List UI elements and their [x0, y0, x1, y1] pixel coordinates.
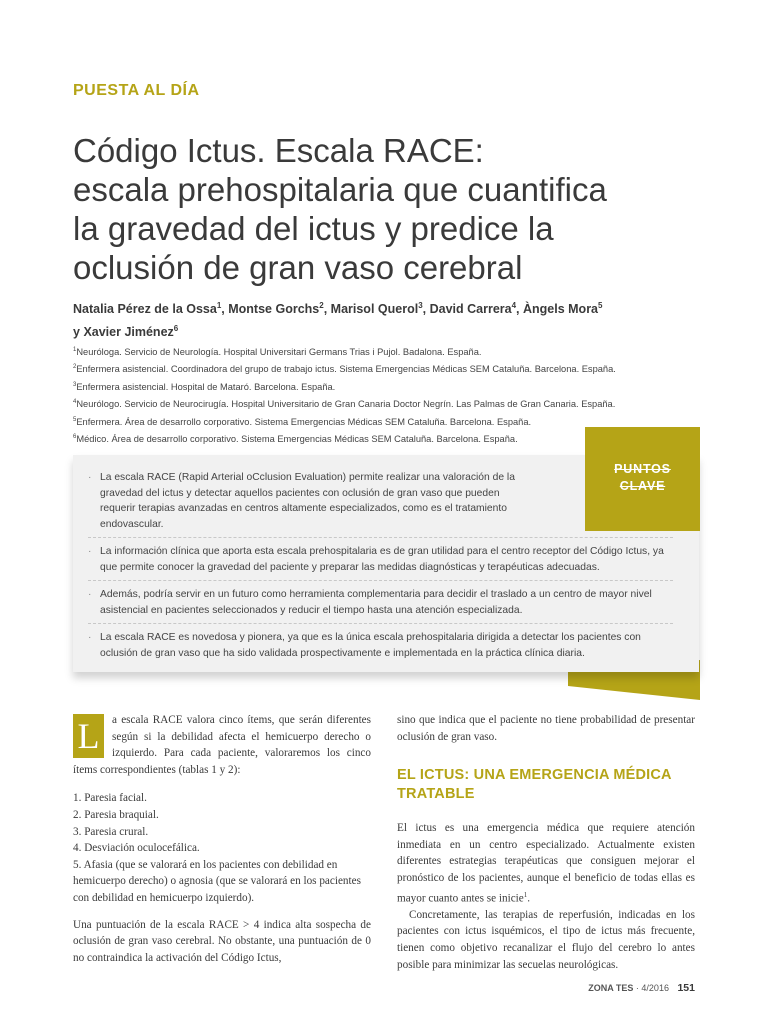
affiliation-text: Neurólogo. Servicio de Neurocirugía. Hospital Universitario de Gran Canaria Doctor Negrín. Las Palmas de Gran Canaria. España.	[76, 399, 616, 410]
affiliation-ref: 6	[73, 433, 77, 440]
title-line: escala prehospitalaria que cuantifica	[73, 171, 607, 208]
key-point	[88, 587, 673, 618]
key-points-label	[585, 461, 700, 495]
affiliation-ref: 5	[73, 416, 77, 423]
author-ref: 5	[598, 301, 603, 310]
issue-number: 4/2016	[641, 983, 669, 993]
page-number: 151	[677, 982, 695, 994]
key-points-label-line: PUNTOS	[614, 462, 671, 476]
key-point-text: La información clínica que aporta esta escala prehospitalaria es de gran utilidad para el centro receptor del Código Ictus, ya que permite conocer la gravedad del paciente y preparar las medidas diagnósticas y terapéuticas adecuadas.	[100, 546, 664, 573]
body-column-left	[73, 712, 371, 966]
footer-separator: ·	[635, 983, 639, 993]
author-name: David Carrera	[429, 302, 512, 317]
section-heading: EL ICTUS: UNA EMERGENCIA MÉDICA TRATABLE	[397, 767, 672, 803]
citation-ref: 1	[523, 890, 528, 899]
title-line: oclusión de gran vaso cerebral	[73, 249, 523, 286]
divider	[88, 623, 673, 624]
key-point	[88, 470, 530, 532]
affiliation	[73, 360, 713, 377]
author-ref: 3	[418, 301, 423, 310]
affiliation-text: Médico. Área de desarrollo corporativo. Sistema Emergencias Médicas SEM Cataluña. Barcelona. España.	[76, 434, 518, 445]
bullet: ·	[88, 546, 92, 557]
title-line: Código Ictus. Escala RACE:	[73, 132, 484, 169]
article-title	[73, 131, 713, 287]
divider	[88, 580, 673, 581]
affiliation-text: Enfermera asistencial. Coordinadora del grupo de trabajo ictus. Sistema Emergencias Médicas SEM Cataluña. Barcelona. España.	[76, 364, 616, 375]
author-ref: 2	[319, 301, 324, 310]
list-item: 2. Paresia braquial.	[73, 808, 159, 821]
body-paragraph: sino que indica que el paciente no tiene probabilidad de presentar oclusión de gran vaso.	[397, 714, 695, 743]
intro-paragraph	[73, 712, 371, 778]
affiliation	[73, 378, 713, 395]
drop-cap: L	[73, 714, 104, 758]
list-item: 4. Desviación oculocefálica.	[73, 842, 200, 855]
affiliation-text: Neuróloga. Servicio de Neurología. Hospital Universitari Germans Trias i Pujol. Badalona. España.	[76, 347, 482, 358]
body-paragraph	[397, 820, 695, 907]
paragraph-text: El ictus es una emergencia médica que requiere atención inmediata en un centro especializado. Actualmente existen diferentes estrategias terapéuticas que consiguen mejorar el pronóstico de los pacientes, aunque el beneficio de todas ellas es mayor cuanto antes se inicie	[397, 822, 695, 905]
author-ref: 1	[216, 301, 222, 310]
key-point	[88, 544, 673, 575]
paragraph-end: .	[527, 892, 531, 905]
divider	[88, 537, 673, 538]
key-point-text: Además, podría servir en un futuro como herramienta complementaria para decidir el traslado a un centro de mayor nivel asistencial en pacientes seleccionados y reducir el tiempo hasta una atención especializada.	[100, 589, 652, 616]
key-point-text: La escala RACE (Rapid Arterial oCclusion Evaluation) permite realizar una valoración de la gravedad del ictus y detectar aquellos pacientes con oclusión de gran vaso que pueden requerir terapias avanzadas en centros altamente especializados, como es el tratamiento endovascular.	[100, 472, 515, 530]
affiliation	[73, 395, 713, 412]
affiliation-ref: 2	[73, 364, 77, 371]
author-name: Natalia Pérez de la Ossa	[73, 302, 217, 317]
author-name: Àngels Mora	[523, 302, 599, 317]
key-point-text: La escala RACE es novedosa y pionera, ya que es la única escala prehospitalaria dirigida a detectar los pacientes con oclusión de gran vaso que ha sido validada prospectivamente e implementada en la práctica clínica diaria.	[100, 632, 641, 659]
list-item: 1. Paresia facial.	[73, 792, 147, 805]
key-points-tab	[585, 427, 700, 531]
section-tag: PUESTA AL DÍA	[73, 82, 200, 99]
key-points-label-line: CLAVE	[619, 479, 666, 493]
author-name: Xavier Jiménez	[83, 325, 174, 340]
race-items-list	[73, 790, 371, 906]
author-ref: 4	[511, 301, 517, 310]
affiliation-ref: 4	[73, 399, 77, 406]
key-point	[88, 630, 673, 661]
list-item: 5. Afasia (que se valorará en los pacientes con debilidad en hemicuerpo derecho) o agnosia (que se valorará en los pacientes con debilidad en hemicuerpo izquierdo).	[73, 858, 361, 904]
list-item: 3. Paresia crural.	[73, 825, 149, 838]
affiliation-ref: 1	[73, 347, 77, 353]
affiliation-ref: 3	[73, 381, 77, 388]
body-paragraph: Concretamente, las terapias de reperfusión, indicadas en los pacientes con ictus isquémicos, el tipo de ictus más frecuente, tienen como objetivo recanalizar el flujo del cerebro lo antes posible para minimizar las secuelas neurológicas.	[397, 908, 695, 971]
affiliation-text: Enfermera. Área de desarrollo corporativo. Sistema Emergencias Médicas SEM Cataluña. Barcelona. España.	[76, 416, 532, 427]
bullet: ·	[88, 472, 92, 483]
intro-text: a escala RACE valora cinco ítems, que serán diferentes según si la debilidad afecta el hemicuerpo derecho o izquierdo. Para cada paciente, valoraremos los cinco ítems correspondientes (tablas 1 y 2):	[73, 714, 371, 776]
body-paragraph: Una puntuación de la escala RACE > 4 indica alta sospecha de oclusión de gran vaso cerebral. No obstante, una puntuación de 0 no contraindica la activación del Código Ictus,	[73, 918, 371, 964]
body-column-right	[397, 712, 695, 973]
bullet: ·	[88, 589, 92, 600]
author-name: Marisol Querol	[330, 302, 419, 317]
author-connector: y	[73, 325, 80, 340]
author-name: Montse Gorchs	[228, 302, 320, 317]
journal-name: ZONA TES	[588, 983, 634, 993]
affiliation-text: Enfermera asistencial. Hospital de Mataró. Barcelona. España.	[76, 381, 336, 392]
title-line: la gravedad del ictus y predice la	[73, 210, 554, 247]
author-list: Natalia Pérez de la Ossa$^1$, Montse Gorchs$^2$, Marisol Querol$^3$, David Carrera$^4$, Àngels Mora$^5$ y Xavier Jiménez$^6$	[73, 301, 603, 340]
bullet: ·	[88, 632, 92, 643]
affiliation	[73, 343, 713, 360]
author-ref: 6	[173, 324, 179, 334]
page-footer	[588, 982, 695, 994]
